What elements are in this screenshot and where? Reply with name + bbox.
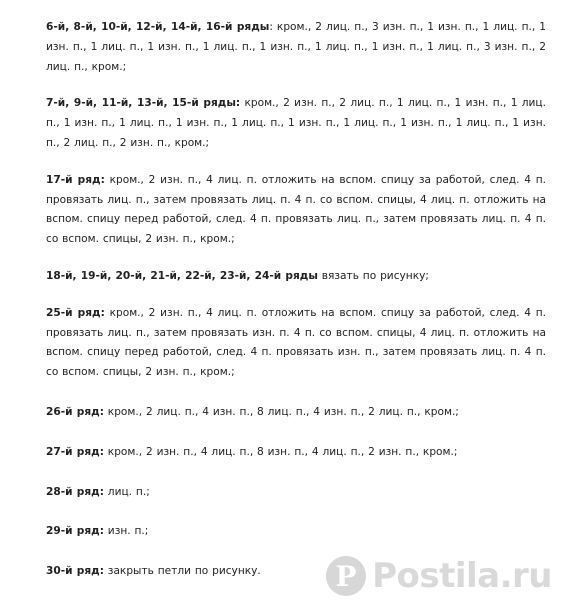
row-6-16 [46, 18, 546, 77]
row-label: 7-й, 9-й, 11-й, 13-й, 15-й ряды: [46, 97, 241, 110]
row-label: 18-й, 19-й, 20-й, 21-й, 22-й, 23-й, 24-й ряды [46, 269, 318, 282]
pattern-document [46, 18, 546, 582]
row-label: 27-й ряд: [46, 445, 104, 458]
row-7-15 [46, 94, 546, 153]
row-text: лиц. п.; [103, 485, 150, 498]
postila-watermark [326, 556, 552, 596]
row-label: 6-й, 8-й, 10-й, 12-й, 14-й, 16-й ряды [46, 21, 270, 33]
row-text: вязать по рисунку; [317, 269, 429, 282]
row-27 [46, 443, 546, 463]
postila-logo-icon: P [326, 556, 366, 596]
row-label: 29-й ряд: [46, 525, 104, 538]
row-29 [46, 522, 546, 542]
row-text: кром., 2 лиц. п., 4 изн. п., 8 лиц. п., 4 изн. п., 2 лиц. п., кром.; [103, 405, 459, 418]
row-28 [46, 483, 546, 503]
row-25 [46, 304, 546, 383]
row-label: 25-й ряд: [46, 306, 105, 319]
row-text: изн. п.; [103, 525, 149, 538]
row-text: кром., 2 изн. п., 4 лиц. п. отложить на вспом. спицу за работой, след. 4 п. провязать лиц. п., затем провязать лиц. п. 4 п. со вспом. спицы, 4 лиц. п. отложить на вспом. спицу перед работой, след. 4 п. провязать лиц. п., затем провязать лиц. п. 4 п. со вспом. спицы, 2 изн. п., кром.; [46, 173, 546, 246]
watermark-text: Postila.ru [372, 556, 552, 596]
row-label: 26-й ряд: [46, 405, 104, 418]
row-label: 17-й ряд: [46, 173, 105, 186]
row-26 [46, 403, 546, 423]
row-text: кром., 2 изн. п., 4 лиц. п., 8 изн. п., 4 лиц. п., 2 изн. п., кром.; [103, 445, 458, 458]
row-text: кром., 2 изн. п., 4 лиц. п. отложить на вспом. спицу за работой, след. 4 п. провязать лиц. п., затем провязать изн. п. 4 п. со вспом. спицы, 4 лиц. п. отложить на вспом. спицу перед работой, след. 4 п. провязать изн. п., затем провязать лиц. п. 4 п. со вспом. спицы, 2 изн. п., кром.; [46, 306, 546, 379]
row-label: 30-й ряд: [46, 565, 104, 578]
row-text: кром., 2 изн. п., 2 лиц. п., 1 лиц. п., 1 изн. п., 1 лиц. п., 1 изн. п., 1 лиц. п., 1 изн. п., 1 лиц. п., 1 изн. п., 1 лиц. п., 1 изн. п., 1 лиц. п., 1 изн. п., 2 лиц. п., 2 изн. п., кром.; [46, 97, 546, 149]
row-18-24 [46, 267, 546, 287]
row-text: : кром., 2 лиц. п., 3 изн. п., 1 изн. п., 1 лиц. п., 1 изн. п., 1 лиц. п., 1 изн. п., 1 лиц. п., 1 изн. п., 1 лиц. п., 1 изн. п., 1 лиц. п., 3 изн. п., 2 лиц. п., кром.; [46, 21, 547, 73]
row-label: 28-й ряд: [46, 485, 104, 498]
row-17 [46, 171, 546, 250]
row-text: закрыть петли по рисунку. [103, 565, 261, 578]
